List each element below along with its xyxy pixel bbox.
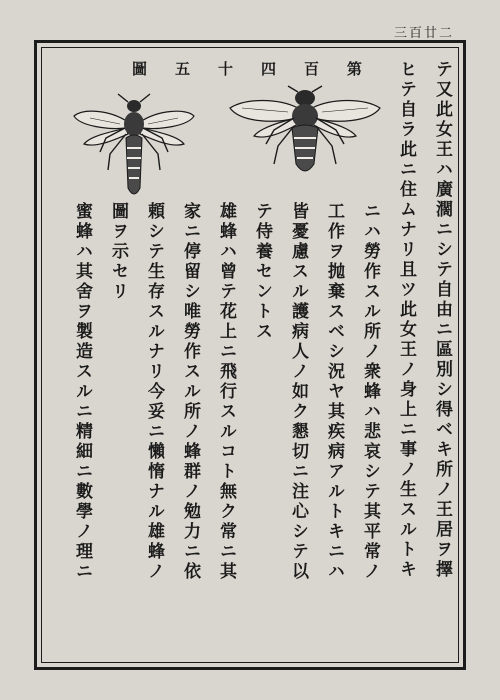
caption-char: 四	[260, 60, 276, 78]
text-column: ヒテ自ラ此ニ住ムナリ且ツ此女王ノ身上ニ事ノ生スルトキ	[396, 60, 416, 580]
text-column: 工作ヲ抛棄スベシ況ヤ其疾病アルトキニハ	[324, 202, 344, 582]
text-column: 皆憂慮スル護病人ノ如ク懇切ニ注心シテ以	[288, 202, 308, 582]
text-column: 頼シテ生存スルナリ今妥ニ懶惰ナル雄蜂ノ	[144, 202, 164, 582]
text-column: 圖ヲ示セリ	[108, 202, 128, 302]
caption-char: 百	[303, 60, 319, 78]
vertical-text-block	[60, 60, 450, 656]
page-number: 三百廿二	[393, 26, 454, 41]
caption-char: 十	[217, 60, 233, 78]
caption-char: 五	[174, 60, 190, 78]
caption-char: 圖	[132, 60, 148, 78]
caption-char: 第	[346, 60, 362, 78]
text-column: ニハ勞作スル所ノ衆蜂ハ悲哀シテ其平常ノ	[360, 202, 380, 582]
text-column: 家ニ停留シ唯勞作スル所ノ蜂群ノ勉力ニ依	[180, 202, 200, 582]
text-column: テ侍養セントス	[252, 202, 272, 342]
text-column: 蜜蜂ハ其舍ヲ製造スルニ精細ニ數學ノ理ニ	[72, 202, 92, 582]
text-column: テ又此女王ハ廣濶ニシテ自由ニ區別シ得ベキ所ノ王居ヲ擇	[432, 60, 452, 580]
text-column: 雄蜂ハ曾テ花上ニ飛行スルコト無ク常ニ其	[216, 202, 236, 582]
